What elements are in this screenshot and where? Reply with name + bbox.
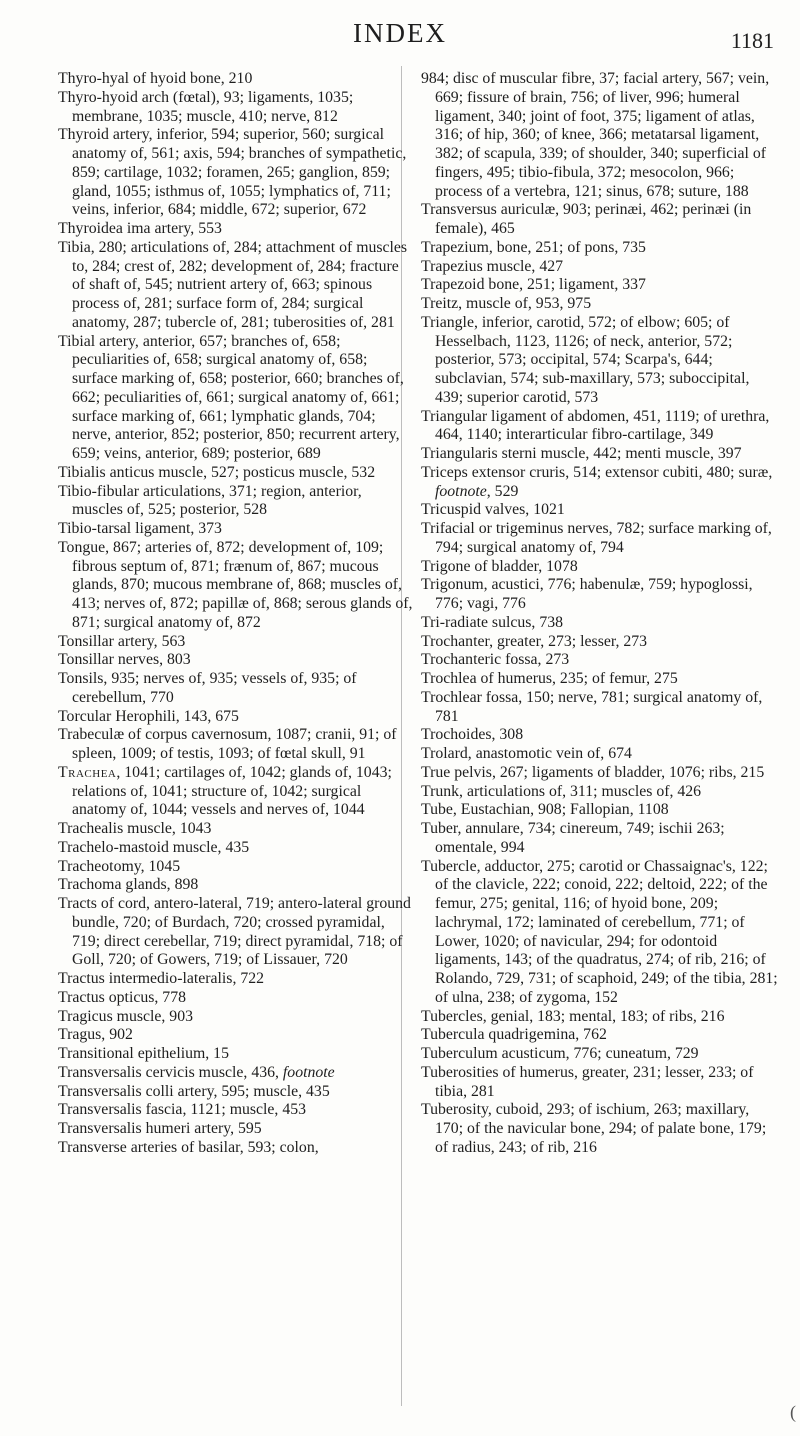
index-entry [421,70,779,201]
index-entry-text: Tuberculum acusticum, 776; cuneatum, 729 [421,1045,699,1062]
index-entry-text: Thyroidea ima artery, 553 [58,220,222,237]
index-entry [58,876,413,895]
index-entry-text: Tibialis anticus muscle, 527; posticus muscle, 532 [58,463,376,481]
index-entry-text: Tuberosities of humerus, greater, 231; lesser, 233; of tibia, 281 [421,1063,754,1100]
index-entry [421,464,779,502]
index-entry [58,1083,413,1102]
index-entry [58,333,413,464]
index-entry [421,201,779,239]
page-number: 1181 [730,28,774,53]
index-entry-text: Transversus auriculæ, 903; perinæi, 462; perinæi (in female), 465 [421,201,752,237]
index-entry-text: Trunk, articulations of, 311; muscles of, 426 [421,782,702,800]
index-entry [421,295,779,314]
index-entry [58,1101,413,1120]
index-entry [421,764,779,783]
index-entry [421,258,779,277]
index-entry-text: Transverse arteries of basilar, 593; colon, [58,1138,319,1156]
index-entry [58,726,413,764]
index-entry [58,764,413,820]
index-entry-text: Trochanteric fossa, 273 [421,651,570,669]
index-entry-text: Trochlear fossa, 150; nerve, 781; surgical anatomy of, 781 [421,688,763,725]
index-entry-text: Tibia, 280; articulations of, 284; attachment of muscles to, 284; crest of, 282; development of, 284; fracture of shaft of, 545; nutrient artery of, 663; spinous process of, 281; surface form of, 284; surgical anatomy, 287; tubercle of, 281; tuberosities of, 281 [58,238,408,331]
index-entry [421,614,779,633]
index-entry-text: Treitz, muscle of, 953, 975 [421,295,592,312]
index-entry [58,970,413,989]
index-entry-text: Tibio-tarsal ligament, 373 [58,520,222,537]
index-entry [421,820,779,858]
index-entry-text: Tri-radiate sulcus, 738 [421,613,564,631]
index-entry-text: Transversalis colli artery, 595; muscle, 435 [58,1082,330,1100]
index-entry-text: Tragus, 902 [58,1026,133,1044]
index-entry [58,70,413,89]
index-entry [58,820,413,839]
index-entry [421,520,779,558]
page-title: INDEX [353,18,447,48]
index-entry-text: Tricuspid valves, 1021 [421,501,565,519]
index-entry-text: , 1041; cartilages of, 1042; glands of, 1043; relations of, 1041; structure of, 1042; surgical anatomy of, 1044; vessels and nerves of, 1044 [72,763,392,819]
index-entry-text: Trapezium, bone, 251; of pons, 735 [421,238,646,256]
index-entry [58,1008,413,1027]
index-entry [58,220,413,239]
index-entry-text: Trigonum, acustici, 776; habenulæ, 759; hypoglossi, 776; vagi, 776 [421,576,753,612]
index-entry [58,539,413,633]
index-entry [421,1101,779,1157]
index-entry [58,520,413,539]
index-entry-text: Transitional epithelium, 15 [58,1045,229,1062]
index-entry [58,633,413,652]
index-entry-text: True pelvis, 267; ligaments of bladder, 1076; ribs, 215 [421,763,765,781]
index-entry [58,1045,413,1064]
index-entry-text: Tonsillar nerves, 803 [58,651,191,669]
index-entry-text: Trigone of bladder, 1078 [421,557,578,575]
index-entry-text: Torcular Herophili, 143, 675 [58,707,239,725]
index-entry [421,501,779,520]
index-entry-text: Tractus opticus, 778 [58,988,186,1006]
index-entry [58,1064,413,1083]
index-entry-text: Thyro-hyoid arch (fœtal), 93; ligaments, 1035; membrane, 1035; muscle, 410; nerve, 812 [58,88,354,125]
index-entry [421,651,779,670]
index-entry [58,858,413,877]
index-entry-text: Trachealis muscle, 1043 [58,820,212,837]
index-entry-text: Trifacial or trigeminus nerves, 782; surface marking of, 794; surgical anatomy of, 794 [421,520,772,556]
index-entry [58,651,413,670]
index-entry-text: Tracheotomy, 1045 [58,857,181,875]
index-entry [58,989,413,1008]
index-entry-text: Tonsils, 935; nerves of, 935; vessels of, 935; of cerebellum, 770 [58,670,357,706]
index-entry-text: Tubercle, adductor, 275; carotid or Chassaignac's, 122; of the clavicle, 222; conoid, 222; deltoid, 222; of the femur, 275; genital, 116; of hyoid bone, 209; lachrymal, 172; laminated of cerebellum, 771; of Lower, 1020; of navicular, 294; for odontoid ligaments, 143; of the quadratus, 274; of rib, 216; of Rolando, 729, 731; of scaphoid, 249; of the tibia, 281; of ulna, 238; of zygoma, 152 [421,857,778,1006]
index-heading-smallcaps: Trachea [58,763,117,781]
index-entry [58,670,413,708]
index-entry-text: Tibio-fibular articulations, 371; region, anterior, muscles of, 525; posterior, 528 [58,482,362,519]
index-entry-text: Transversalis humeri artery, 595 [58,1120,262,1137]
index-entry [421,689,779,727]
index-entry-text: Tonsillar artery, 563 [58,632,186,650]
index-entry [58,483,413,521]
page-header [0,14,800,54]
index-entry [58,839,413,858]
index-entry-text: Transversalis fascia, 1121; muscle, 453 [58,1101,307,1119]
index-entry-text: Tracts of cord, antero-lateral, 719; antero-lateral ground bundle, 720; of Burdach, 720; crossed pyramidal, 719; direct cerebellar, 719; direct pyramidal, 718; of Goll, 720; of Gowers, 719; of Lissauer, 720 [58,895,411,969]
index-entry [421,1045,779,1064]
index-entry-text: Transversalis cervicis muscle, 436, [58,1063,283,1081]
index-entry-text: Tractus intermedio-lateralis, 722 [58,970,265,987]
index-entry-text: Trabeculæ of corpus cavernosum, 1087; cranii, 91; of spleen, 1009; of testis, 1093; of fœtal skull, 91 [58,726,397,762]
index-entry [421,858,779,1008]
index-entry-text: Triangle, inferior, carotid, 572; of elbow; 605; of Hesselbach, 1123, 1126; of neck, anterior, 572; posterior, 573; occipital, 574; Scarpa's, 644; subclavian, 574; sub-maxillary, 573; suboccipital, 439; superior carotid, 573 [421,313,750,406]
index-entry-text: Trachelo-mastoid muscle, 435 [58,838,250,856]
index-entry [58,895,413,970]
index-entry [58,89,413,127]
footnote-label: footnote [435,482,487,500]
index-entry [58,1120,413,1139]
index-entry [58,239,413,333]
footnote-label: footnote [282,1063,335,1081]
index-entry-text: Tubercles, genial, 183; mental, 183; of ribs, 216 [421,1007,725,1025]
index-entry [421,239,779,258]
index-entry [58,1139,413,1158]
index-entry-text: Tuber, annulare, 734; cinereum, 749; ischii 263; omentale, 994 [421,820,725,856]
index-entry [421,633,779,652]
index-entry [421,445,779,464]
stray-mark: ( [790,1402,796,1422]
index-entry [421,1064,779,1102]
index-entry [421,1026,779,1045]
index-entry [421,670,779,689]
index-column-left [58,70,413,1158]
index-entry [421,558,779,577]
index-entry [58,708,413,727]
index-entry-text: Tongue, 867; arteries of, 872; development of, 109; fibrous septum of, 871; frænum of, 867; mucous glands, 870; mucous membrane of, 868; muscles of, 413; nerves of, 872; papillæ of, 868; serous glands of, 871; surgical anatomy of, 872 [58,538,413,631]
index-entry [421,801,779,820]
index-entry-text: Trachoma glands, 898 [58,876,199,894]
index-entry-text: Tubercula quadrigemina, 762 [421,1026,607,1044]
index-entry-text: Triceps extensor cruris, 514; extensor cubiti, 480; suræ, [421,463,773,481]
index-entry [421,1008,779,1027]
index-entry-text: Trapezius muscle, 427 [421,257,564,275]
index-entry-text: Trochanter, greater, 273; lesser, 273 [421,632,648,650]
index-entry-text: Trolard, anastomotic vein of, 674 [421,745,632,762]
index-entry-text: 984; disc of muscular fibre, 37; facial artery, 567; vein, 669; fissure of brain, 756; of liver, 996; humeral ligament, 340; joint of foot, 375; ligament of atlas, 316; of hip, 360; of knee, 366; metatarsal ligament, 382; of scapula, 339; of shoulder, 340; superficial of fingers, 495; tibio-fibula, 372; mesocolon, 966; process of a vertebra, 121; sinus, 678; suture, 188 [421,70,770,200]
index-entry-text: Tube, Eustachian, 908; Fallopian, 1108 [421,801,669,819]
index-entry-text: Trochoides, 308 [421,726,524,744]
index-entry-text: Tibial artery, anterior, 657; branches of, 658; peculiarities of, 658; surgical anatomy of, 658; surface marking of, 658; posterior, 660; branches of, 662; peculiarities of, 661; surgical anatomy of, 661; surface marking of, 661; lymphatic glands, 704; nerve, anterior, 852; posterior, 850; recurrent artery, 659; veins, anterior, 689; posterior, 689 [58,332,404,462]
index-entry-text: Trochlea of humerus, 235; of femur, 275 [421,670,678,687]
index-entry-text: Triangular ligament of abdomen, 451, 1119; of urethra, 464, 1140; interarticular fibro-cartilage, 349 [421,407,770,444]
index-entry-text: Thyro-hyal of hyoid bone, 210 [58,70,253,87]
index-entry [421,745,779,764]
index-entry-text: Tuberosity, cuboid, 293; of ischium, 263; maxillary, 170; of the navicular bone, 294; of palate bone, 179; of radius, 243; of rib, 216 [421,1101,767,1156]
index-entry-text: Triangularis sterni muscle, 442; menti muscle, 397 [421,445,742,462]
index-entry-text: Tragicus muscle, 903 [58,1007,193,1025]
index-column-right [421,70,779,1158]
index-entry [421,276,779,295]
index-entry [421,783,779,802]
index-entry [421,576,779,614]
index-entry [58,1026,413,1045]
index-entry-text: Thyroid artery, inferior, 594; superior, 560; surgical anatomy of, 561; axis, 594; branches of sympathetic, 859; cartilage, 1032; foramen, 265; ganglion, 859; gland, 1055; isthmus of, 1055; lymphatics of, 711; veins, inferior, 684; middle, 672; superior, 672 [58,126,407,219]
index-entry [421,726,779,745]
footnote-page-ref: , 529 [486,482,519,500]
index-entry [421,408,779,446]
index-entry [58,464,413,483]
index-entry-text: Trapezoid bone, 251; ligament, 337 [421,276,646,294]
index-entry [58,126,413,220]
index-entry [421,314,779,408]
